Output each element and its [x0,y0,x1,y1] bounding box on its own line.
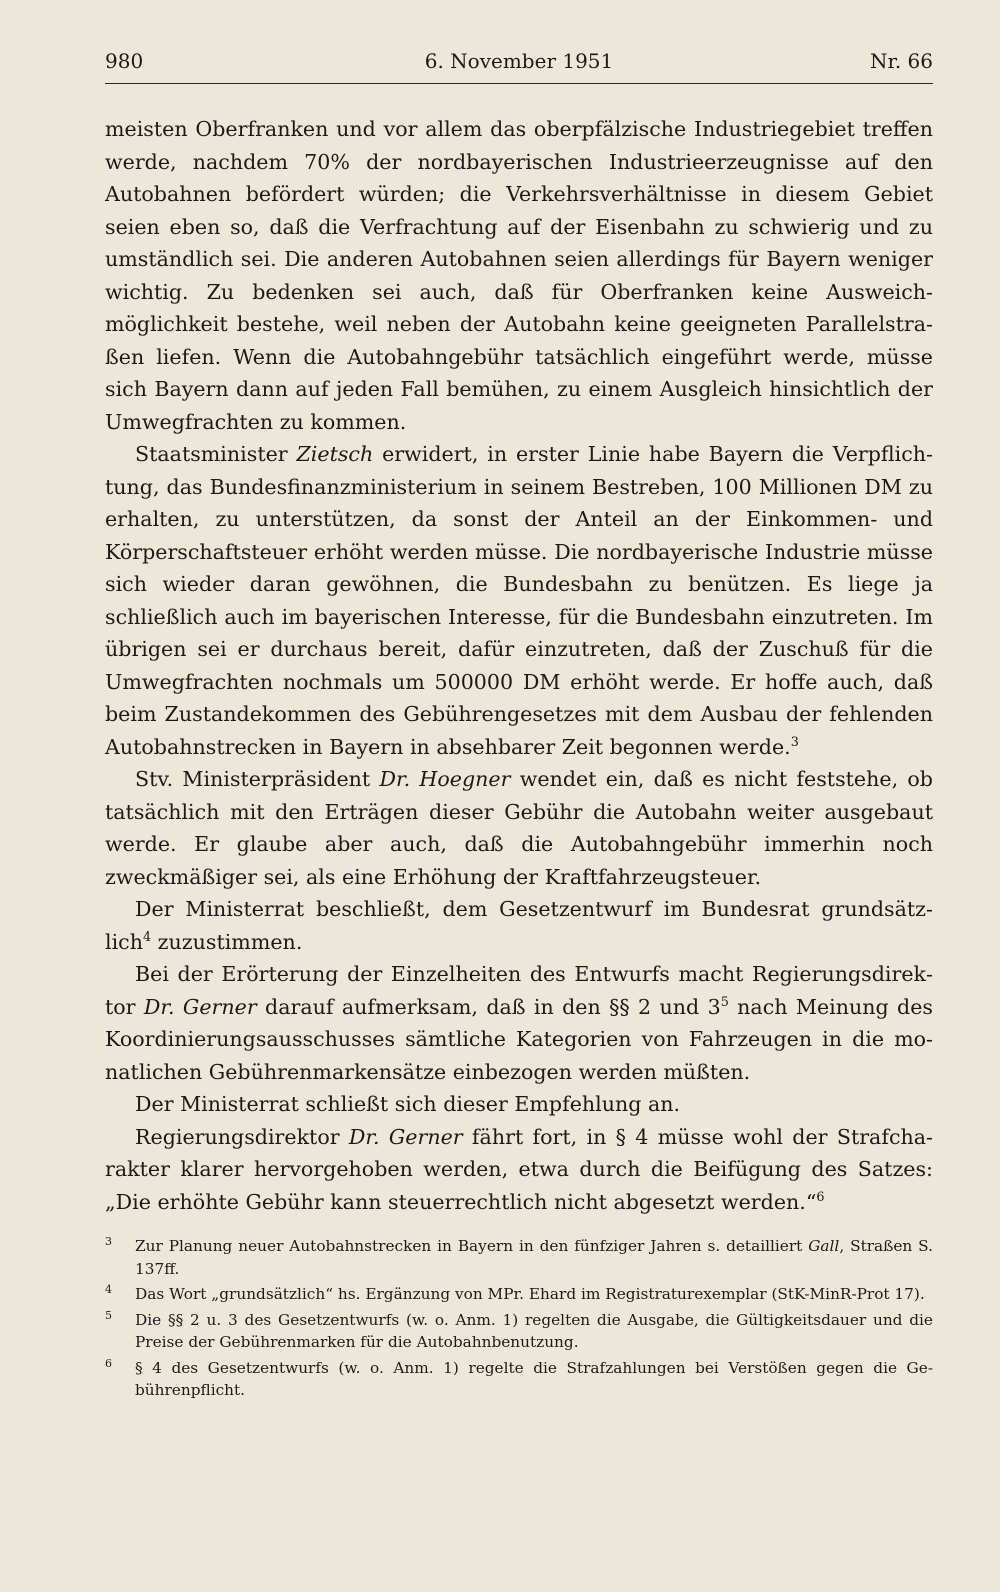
paragraph-text: zuzustimmen. [151,929,303,954]
paragraph-text: erwidert, in erster Linie habe Bayern die Verpflichtung, das Bundesfinanzministerium in seinem Bestreben, 100 Millionen DM zu erhalten, zu unterstützen, da sonst der Anteil an der Einkommen- und Körperschaftsteuer erhöht werden müsse. Die nordbayerische Industrie müsse sich wieder daran gewöhnen, die Bundesbahn zu benützen. Es liege ja schließlich auch im bayerischen Interesse, für die Bundesbahn einzutreten. Im übrigen sei er durchaus bereit, dafür einzutreten, daß der Zuschuß für die Umwegfrachten nochmals um 500000 DM erhöht werde. Er hoffe auch, daß beim Zustandekommen des Gebührengesetzes mit dem Ausbau der fehlenden Autobahnstrecken in Bayern in absehbarer Zeit begonnen werde. [105,442,934,759]
paragraph-text: Bei der Erörterung der Einzelheiten des Entwurfs macht Regierungsdirektor [105,962,933,1019]
paragraph-text: Der Ministerrat schließt sich dieser Empfehlung an. [135,1092,681,1116]
paragraph-text: meisten Oberfranken und vor allem das oberpfälzische Industriegebiet treffen werde, nachdem 70% der nordbayerischen Industrieerzeugnisse auf den Autobahnen befördert würden; die Verkehrsverhältnisse in diesem Gebiet seien eben so, daß die Verfrachtung auf der Eisenbahn zu schwierig und zu umständlich sei. Die anderen Autobahnen seien allerdings für Bayern weniger wichtig. Zu bedenken sei auch, daß für Oberfranken keine Ausweichmöglichkeit bestehe, weil neben der Autobahn keine geeigneten Parallelstraßen liefen. Wenn die Autobahngebühr tatsächlich eingeführt werde, müsse sich Bayern dann auf jeden Fall bemühen, zu einem Ausgleich hinsichtlich der Umwegfrachten zu kommen. [105,117,933,434]
page-number: 980 [105,49,144,73]
paragraph [105,958,933,1088]
footnote-text: Das Wort „grundsätzlich“ hs. Ergänzung von MPr. Ehard im Registraturexemplar (StK-MinR-Prot 17). [135,1285,925,1303]
footnote-mark: 6 [105,1356,112,1370]
issue-number: Nr. 66 [869,49,933,73]
footnote-reference: 4 [142,929,152,945]
paragraph [105,438,933,763]
paragraph [105,763,933,893]
paragraph [105,1121,933,1219]
speaker-name: Dr. Gerner [348,1124,463,1149]
paragraph-text: darauf aufmerksam, daß in den §§ 2 und 3 [256,994,721,1019]
footnote-reference: 6 [816,1189,825,1205]
header-rule [105,83,933,84]
paragraph-text: Staatsminister [135,442,297,466]
paragraph-text: Der Ministerrat beschließt, dem Gesetzentwurf im Bundesrat grundsätzlich [105,897,933,954]
footnote-reference: 5 [720,994,729,1010]
footnote-reference: 3 [790,734,799,750]
footnote [105,1235,933,1280]
paragraph [105,113,933,438]
main-text [105,113,933,1218]
paragraph [105,1088,933,1121]
paragraph-text: nach Meinung des Koordinierungsausschusses sämtliche Kategorien von Fahrzeugen in die monatlichen Gebührenmarkensätze einbezogen werden müßten. [105,994,933,1084]
paragraph-text: fährt fort, in § 4 müsse wohl der Strafcharakter klarer hervorgehoben werden, etwa durch die Beifügung des Satzes: „Die erhöhte Gebühr kann steuerrechtlich nicht abgesetzt werden.“ [105,1124,934,1214]
speaker-name: Dr. Gerner [143,994,257,1019]
running-header [105,49,933,81]
footnote-mark: 4 [105,1283,112,1296]
paragraph-text: Regierungsdirektor [135,1124,349,1149]
footnote [105,1309,933,1354]
speaker-name: Zietsch [296,442,374,466]
paragraph-text: wendet ein, daß es nicht feststehe, ob tatsächlich mit den Erträgen dieser Gebühr die Autobahn weiter ausgebaut werde. Er glaube aber auch, daß die Autobahngebühr immerhin noch zweckmäßiger sei, als eine Erhöhung der Kraftfahrzeugsteuer. [105,767,933,889]
cited-author: Gall [808,1237,840,1255]
footnote [105,1357,933,1402]
paragraph [105,893,933,958]
speaker-name: Dr. Hoegner [379,767,511,791]
footnotes [105,1235,933,1405]
header-date: 6. November 1951 [424,49,614,73]
footnote-text: § 4 des Gesetzentwurfs (w. o. Anm. 1) regelte die Strafzahlungen bei Verstößen gegen die Gebührenpflicht. [135,1358,933,1399]
footnote-text: , Straßen S. 137ff. [135,1237,933,1278]
footnote-mark: 3 [105,1235,112,1248]
footnote-mark: 5 [105,1308,112,1322]
footnote [105,1283,933,1306]
paragraph-text: Stv. Ministerpräsident [135,767,380,791]
footnote-text: Die §§ 2 u. 3 des Gesetzentwurfs (w. o. Anm. 1) regelten die Ausgabe, die Gültigkeitsdauer und die Preise der Gebührenmarken für die Autobahnbenutzung. [135,1310,933,1351]
footnote-text: Zur Planung neuer Autobahnstrecken in Bayern in den fünfziger Jahren s. detailliert [135,1237,809,1255]
